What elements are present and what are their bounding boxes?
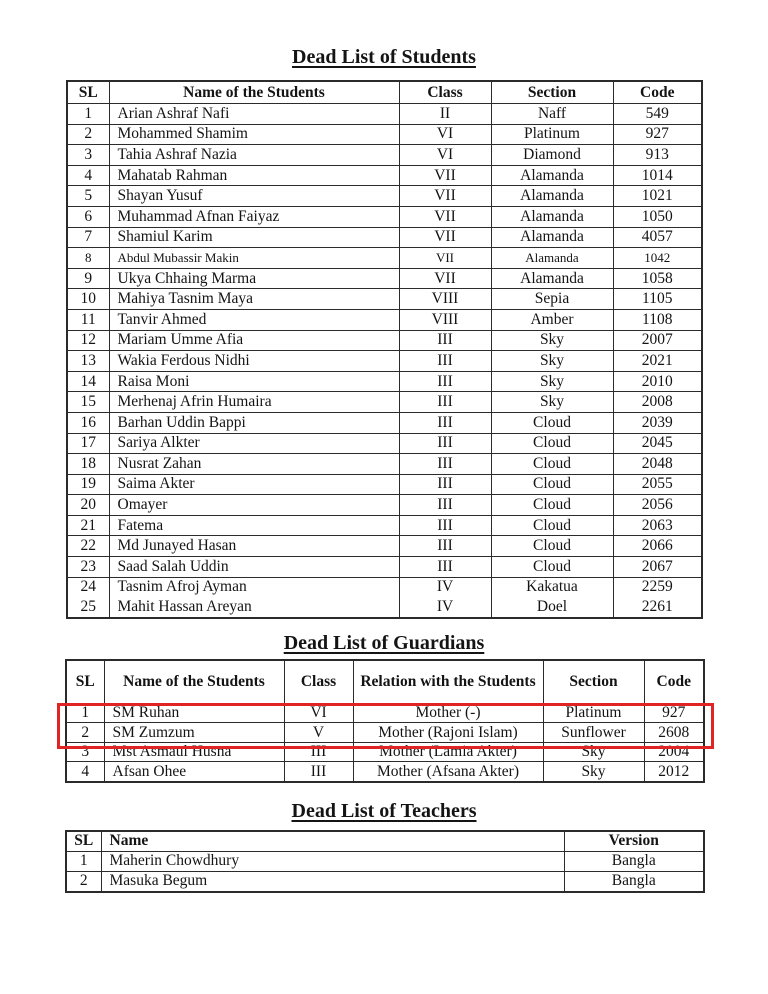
table-cell: Alamanda xyxy=(491,165,613,186)
table-cell: 14 xyxy=(67,371,109,392)
table-cell: 4 xyxy=(66,762,104,782)
table-cell: IV xyxy=(399,577,491,597)
students-table-title: Dead List of Students xyxy=(292,46,476,68)
teachers-table-title: Dead List of Teachers xyxy=(291,799,477,822)
students-table xyxy=(66,80,703,619)
table-cell: III xyxy=(399,351,491,372)
table-cell: 2261 xyxy=(613,597,702,618)
table-row xyxy=(67,474,702,495)
table-cell: Cloud xyxy=(491,495,613,516)
table-cell: Arian Ashraf Nafi xyxy=(109,104,399,125)
table-cell: Saad Salah Uddin xyxy=(109,557,399,578)
table-row xyxy=(67,577,702,597)
table-cell: Wakia Ferdous Nidhi xyxy=(109,351,399,372)
table-cell: Cloud xyxy=(491,474,613,495)
column-header-sl: SL xyxy=(67,81,109,104)
table-cell: 7 xyxy=(67,227,109,248)
table-cell: III xyxy=(399,412,491,433)
table-cell: Maherin Chowdhury xyxy=(101,851,564,871)
table-header-row xyxy=(66,660,704,704)
table-cell: 2055 xyxy=(613,474,702,495)
table-cell: 1014 xyxy=(613,165,702,186)
table-cell: VII xyxy=(399,268,491,289)
table-cell: Nusrat Zahan xyxy=(109,454,399,475)
table-cell: Sky xyxy=(491,351,613,372)
column-header-relation: Relation with the Students xyxy=(353,660,543,704)
table-cell: Fatema xyxy=(109,515,399,536)
column-header-code: Code xyxy=(613,81,702,104)
table-cell: VI xyxy=(284,703,353,723)
column-header-section: Section xyxy=(491,81,613,104)
table-cell: 2 xyxy=(66,723,104,743)
table-cell: 913 xyxy=(613,145,702,166)
table-cell: 2056 xyxy=(613,495,702,516)
table-cell: 11 xyxy=(67,309,109,330)
table-cell: Cloud xyxy=(491,433,613,454)
table-row xyxy=(67,371,702,392)
table-header-row xyxy=(66,831,704,852)
table-cell: 549 xyxy=(613,104,702,125)
teachers-table xyxy=(65,830,705,893)
table-cell: III xyxy=(399,474,491,495)
table-cell: 20 xyxy=(67,495,109,516)
table-cell: 2608 xyxy=(644,723,704,743)
table-row xyxy=(66,871,704,892)
table-cell: 2012 xyxy=(644,762,704,782)
table-cell: Afsan Ohee xyxy=(104,762,284,782)
table-row xyxy=(67,145,702,166)
table-cell: Ukya Chhaing Marma xyxy=(109,268,399,289)
table-cell: 2 xyxy=(67,124,109,145)
column-header-version: Version xyxy=(564,831,704,852)
table-cell: Sky xyxy=(543,742,644,762)
table-cell: Tanvir Ahmed xyxy=(109,309,399,330)
table-row xyxy=(67,330,702,351)
table-cell: Mother (-) xyxy=(353,703,543,723)
table-cell: III xyxy=(399,454,491,475)
table-cell: Cloud xyxy=(491,454,613,475)
table-row xyxy=(67,165,702,186)
table-row xyxy=(67,289,702,310)
table-row xyxy=(66,762,704,782)
table-cell: Masuka Begum xyxy=(101,871,564,892)
table-cell: VII xyxy=(399,206,491,227)
table-cell: VI xyxy=(399,145,491,166)
table-cell: III xyxy=(284,762,353,782)
guardians-table xyxy=(65,659,705,783)
table-cell: Alamanda xyxy=(491,227,613,248)
guardians-table-wrapper xyxy=(65,659,703,783)
table-row xyxy=(67,351,702,372)
table-cell: 13 xyxy=(67,351,109,372)
table-cell: VI xyxy=(399,124,491,145)
table-cell: Kakatua xyxy=(491,577,613,597)
table-cell: 1 xyxy=(66,703,104,723)
table-cell: Sepia xyxy=(491,289,613,310)
table-cell: 3 xyxy=(67,145,109,166)
table-cell: III xyxy=(399,515,491,536)
table-cell: 9 xyxy=(67,268,109,289)
table-cell: 927 xyxy=(644,703,704,723)
table-cell: Mother (Afsana Akter) xyxy=(353,762,543,782)
table-cell: 1042 xyxy=(613,248,702,269)
column-header-name: Name of the Students xyxy=(104,660,284,704)
table-row xyxy=(66,723,704,743)
table-header-row xyxy=(67,81,702,104)
table-cell: III xyxy=(399,433,491,454)
table-cell: 19 xyxy=(67,474,109,495)
table-row xyxy=(67,124,702,145)
table-cell: 3 xyxy=(66,742,104,762)
table-cell: Sunflower xyxy=(543,723,644,743)
table-cell: Muhammad Afnan Faiyaz xyxy=(109,206,399,227)
table-cell: Mother (Rajoni Islam) xyxy=(353,723,543,743)
table-cell: 6 xyxy=(67,206,109,227)
table-cell: Sariya Alkter xyxy=(109,433,399,454)
table-cell: VII xyxy=(399,165,491,186)
students-table-body xyxy=(67,104,702,618)
column-header-code: Code xyxy=(644,660,704,704)
table-cell: V xyxy=(284,723,353,743)
table-row xyxy=(67,268,702,289)
table-cell: VIII xyxy=(399,309,491,330)
table-cell: Doel xyxy=(491,597,613,618)
guardians-table-title: Dead List of Guardians xyxy=(283,631,485,654)
students-table-header xyxy=(67,81,702,104)
table-cell: Raisa Moni xyxy=(109,371,399,392)
table-cell: 18 xyxy=(67,454,109,475)
table-row xyxy=(67,412,702,433)
table-cell: 1 xyxy=(67,104,109,125)
table-cell: Shayan Yusuf xyxy=(109,186,399,207)
table-cell: Alamanda xyxy=(491,186,613,207)
table-cell: 5 xyxy=(67,186,109,207)
table-cell: 15 xyxy=(67,392,109,413)
table-cell: 927 xyxy=(613,124,702,145)
table-cell: Shamiul Karim xyxy=(109,227,399,248)
column-header-sl: SL xyxy=(66,660,104,704)
table-cell: 1058 xyxy=(613,268,702,289)
table-cell: Merhenaj Afrin Humaira xyxy=(109,392,399,413)
table-row xyxy=(67,227,702,248)
table-cell: VII xyxy=(399,186,491,207)
table-cell: 24 xyxy=(67,577,109,597)
table-cell: 8 xyxy=(67,248,109,269)
table-cell: III xyxy=(399,330,491,351)
table-cell: 2021 xyxy=(613,351,702,372)
table-cell: 17 xyxy=(67,433,109,454)
table-row xyxy=(66,742,704,762)
table-cell: Naff xyxy=(491,104,613,125)
table-row xyxy=(67,248,702,269)
table-cell: III xyxy=(399,536,491,557)
table-cell: Platinum xyxy=(543,703,644,723)
table-cell: SM Ruhan xyxy=(104,703,284,723)
table-cell: 10 xyxy=(67,289,109,310)
table-cell: 12 xyxy=(67,330,109,351)
teachers-table-header xyxy=(66,831,704,852)
table-cell: VIII xyxy=(399,289,491,310)
table-cell: III xyxy=(399,495,491,516)
table-cell: 2063 xyxy=(613,515,702,536)
column-header-name: Name of the Students xyxy=(109,81,399,104)
table-cell: Cloud xyxy=(491,412,613,433)
table-cell: 2008 xyxy=(613,392,702,413)
table-cell: Platinum xyxy=(491,124,613,145)
table-cell: Sky xyxy=(491,330,613,351)
table-cell: III xyxy=(399,557,491,578)
column-header-name: Name xyxy=(101,831,564,852)
column-header-class: Class xyxy=(284,660,353,704)
table-cell: Mother (Lamia Akter) xyxy=(353,742,543,762)
table-cell: Cloud xyxy=(491,536,613,557)
table-row xyxy=(67,206,702,227)
table-row xyxy=(67,433,702,454)
table-cell: Amber xyxy=(491,309,613,330)
table-cell: Bangla xyxy=(564,851,704,871)
table-row xyxy=(67,597,702,618)
table-cell: II xyxy=(399,104,491,125)
table-row xyxy=(67,309,702,330)
table-cell: Diamond xyxy=(491,145,613,166)
table-cell: VII xyxy=(399,227,491,248)
table-cell: Sky xyxy=(543,762,644,782)
teachers-table-body xyxy=(66,851,704,892)
table-row xyxy=(67,454,702,475)
table-row xyxy=(67,392,702,413)
column-header-section: Section xyxy=(543,660,644,704)
table-cell: III xyxy=(399,392,491,413)
table-cell: 2067 xyxy=(613,557,702,578)
table-cell: Alamanda xyxy=(491,206,613,227)
table-cell: Cloud xyxy=(491,557,613,578)
table-cell: 1 xyxy=(66,851,101,871)
table-cell: Alamanda xyxy=(491,268,613,289)
table-cell: Md Junayed Hasan xyxy=(109,536,399,557)
table-cell: 2004 xyxy=(644,742,704,762)
table-row xyxy=(67,186,702,207)
table-cell: 2039 xyxy=(613,412,702,433)
table-cell: 1108 xyxy=(613,309,702,330)
table-row xyxy=(67,495,702,516)
table-cell: Bangla xyxy=(564,871,704,892)
table-cell: IV xyxy=(399,597,491,618)
table-cell: Mahiya Tasnim Maya xyxy=(109,289,399,310)
table-cell: III xyxy=(284,742,353,762)
table-cell: Sky xyxy=(491,371,613,392)
table-cell: SM Zumzum xyxy=(104,723,284,743)
document-content xyxy=(65,44,703,893)
table-cell: 23 xyxy=(67,557,109,578)
table-cell: 16 xyxy=(67,412,109,433)
guardians-table-header xyxy=(66,660,704,704)
table-cell: 2 xyxy=(66,871,101,892)
table-row xyxy=(67,515,702,536)
table-cell: Sky xyxy=(491,392,613,413)
table-row xyxy=(66,851,704,871)
guardians-table-body xyxy=(66,703,704,782)
table-cell: Tahia Ashraf Nazia xyxy=(109,145,399,166)
table-row xyxy=(67,536,702,557)
table-cell: 1105 xyxy=(613,289,702,310)
table-cell: 2048 xyxy=(613,454,702,475)
column-header-sl: SL xyxy=(66,831,101,852)
table-row xyxy=(66,703,704,723)
table-cell: 2066 xyxy=(613,536,702,557)
table-cell: Barhan Uddin Bappi xyxy=(109,412,399,433)
table-cell: 21 xyxy=(67,515,109,536)
table-cell: 1021 xyxy=(613,186,702,207)
table-cell: Alamanda xyxy=(491,248,613,269)
column-header-class: Class xyxy=(399,81,491,104)
table-cell: Mahatab Rahman xyxy=(109,165,399,186)
table-cell: Mohammed Shamim xyxy=(109,124,399,145)
table-row xyxy=(67,557,702,578)
table-cell: Omayer xyxy=(109,495,399,516)
table-cell: VII xyxy=(399,248,491,269)
table-cell: 2259 xyxy=(613,577,702,597)
table-cell: III xyxy=(399,371,491,392)
table-row xyxy=(67,104,702,125)
table-cell: Tasnim Afroj Ayman xyxy=(109,577,399,597)
table-cell: Cloud xyxy=(491,515,613,536)
table-cell: Abdul Mubassir Makin xyxy=(109,248,399,269)
table-cell: 2007 xyxy=(613,330,702,351)
table-cell: 4057 xyxy=(613,227,702,248)
table-cell: 25 xyxy=(67,597,109,618)
table-cell: 22 xyxy=(67,536,109,557)
table-cell: Saima Akter xyxy=(109,474,399,495)
table-cell: Mst Asmaul Husna xyxy=(104,742,284,762)
table-cell: 2045 xyxy=(613,433,702,454)
table-cell: 4 xyxy=(67,165,109,186)
table-cell: 2010 xyxy=(613,371,702,392)
table-cell: Mariam Umme Afia xyxy=(109,330,399,351)
table-cell: 1050 xyxy=(613,206,702,227)
table-cell: Mahit Hassan Areyan xyxy=(109,597,399,618)
